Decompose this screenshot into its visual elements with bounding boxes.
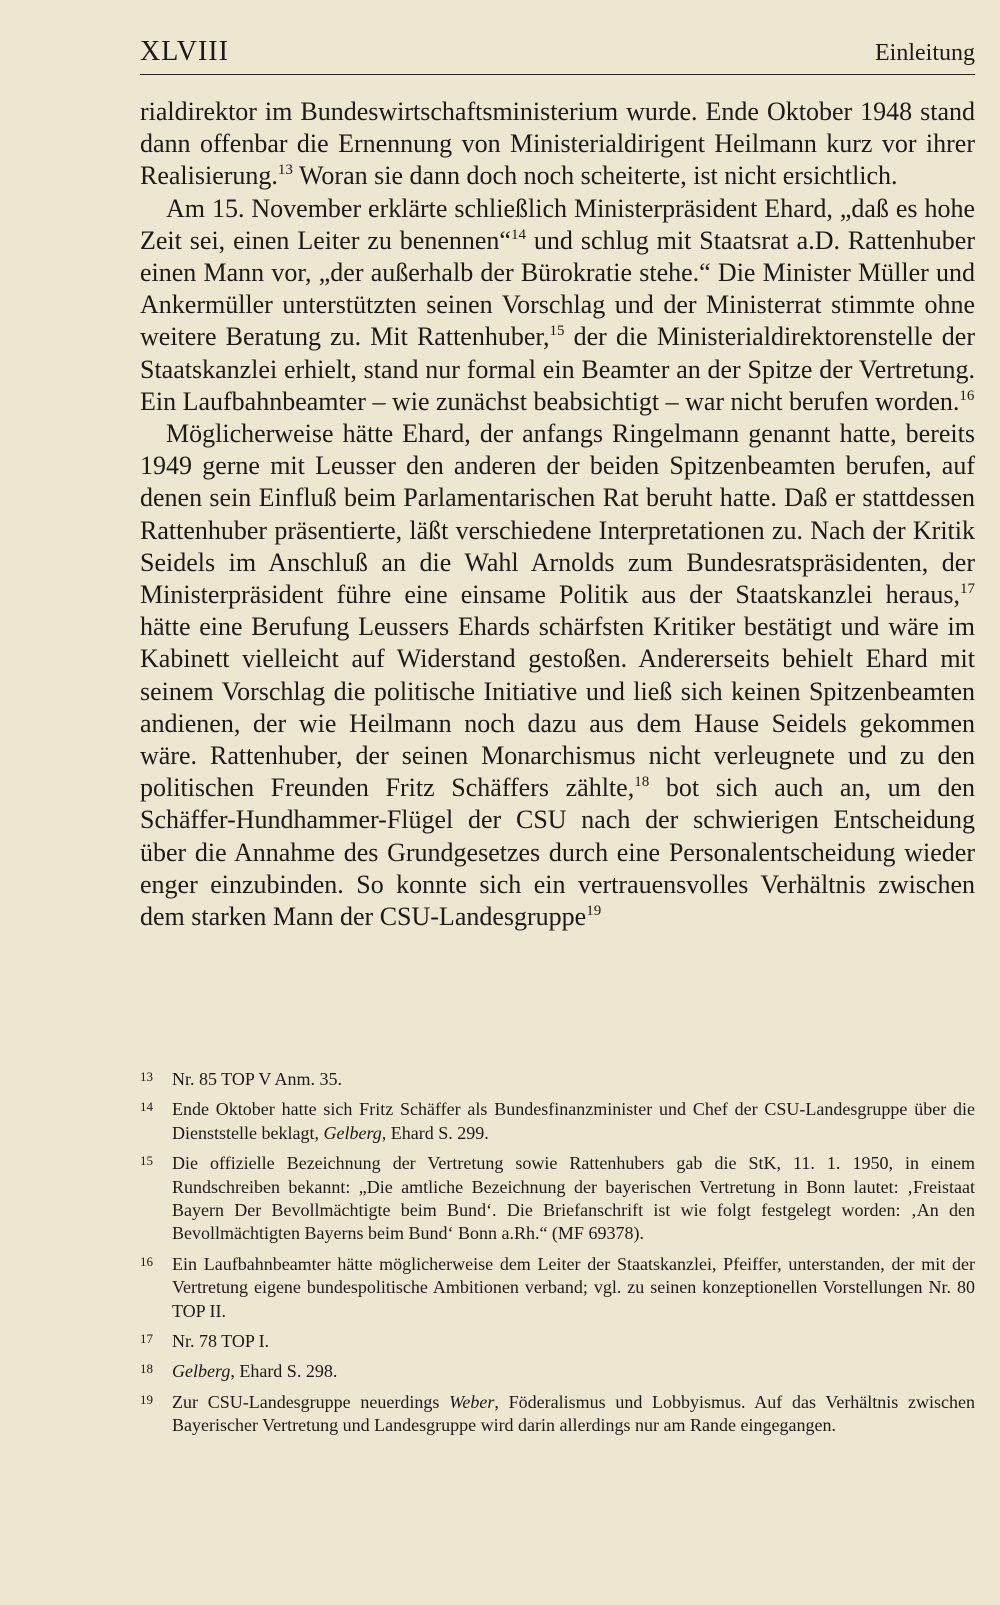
section-title: Einleitung <box>875 40 975 66</box>
footnote-text: Die offizielle Bezeichnung der Vertretung sowie Rattenhubers gab die StK, 11. 1. 1950, in einem Rundschreiben bekannt: „Die amtliche Bezeichnung der bayerischen Vertretung in Bonn lautet: ‚Freistaat Bayern Der Bevollmächtigte beim Bund‘. Die Briefanschrift ist wie folgt festgelegt worden: ‚An den Bevollmächtigten Bayerns beim Bund‘ Bonn a.Rh.“ (MF 69378). <box>172 1153 975 1244</box>
footnote-number: 17 <box>140 1331 153 1347</box>
main-text <box>140 96 975 933</box>
footnote-15 <box>140 1152 975 1246</box>
footnotes <box>140 1068 975 1445</box>
footnote-13 <box>140 1068 975 1091</box>
footnote-ref-15[interactable]: 15 <box>549 323 565 340</box>
footnote-number: 14 <box>140 1099 153 1115</box>
footnote-18: 18 Gelberg, Ehard S. 298. <box>140 1360 975 1383</box>
footnote-16 <box>140 1253 975 1323</box>
footnote-text: Ein Laufbahnbeamter hätte möglicherweise dem Leiter der Staatskanzlei, Pfeiffer, unterstanden, der mit der Vertretung eigene bundespolitische Ambitionen verband; vgl. zu seinen konzeptionellen Vorstellungen Nr. 80 TOP II. <box>172 1253 975 1321</box>
footnote-ref-17[interactable]: 17 <box>960 581 975 598</box>
footnote-ref-13[interactable]: 13 <box>277 162 293 179</box>
footnote-ref-14[interactable]: 14 <box>510 226 526 243</box>
running-header <box>140 36 975 72</box>
footnote-19: 19 Zur CSU-Landesgruppe neuerdings Weber, Föderalismus und Lobbyismus. Auf das Verhältnis zwischen Bayerischer Vertretung und Landesgruppe wird darin allerdings nur am Rande eingegangen. <box>140 1391 975 1438</box>
footnote-number: 15 <box>140 1153 153 1169</box>
footnote-number: 13 <box>140 1069 153 1084</box>
footnote-number: 19 <box>140 1391 153 1407</box>
footnote-text: Nr. 78 TOP I. <box>172 1331 270 1352</box>
page-number: XLVIII <box>140 36 229 67</box>
paragraph-3: Möglicherweise hätte Ehard, der anfangs Ringelmann genannt hatte, bereits 1949 gerne mit Leusser den anderen der beiden Spitzenbeamten berufen, auf denen sein Einfluß beim Parlamentarischen Rat beruht hatte. Daß er stattdessen Rattenhuber präsentierte, läßt verschiedene Interpretationen zu. Nach der Kritik Seidels im Anschluß an die Wahl Arnolds zum Bundesratspräsidenten, der Ministerpräsident führe eine einsame Politik aus der Staatskanzlei heraus,$^{17}$ hätte eine Berufung Leussers Ehards schärfsten Kritiker bestätigt und wäre im Kabinett vielleicht auf Widerstand gestoßen. Andererseits behielt Ehard mit seinem Vorschlag die politische Initiative und ließ sich keinen Spitzenbeamten andienen, der wie Heilmann noch dazu aus dem Hause Seidels gekommen wäre. Rattenhuber, der seinen Monarchismus nicht verleugnete und zu den politischen Freunden Fritz Schäffers zählte,$^{18}$ bot sich auch an, um den Schäffer-Hundhammer-Flügel der CSU nach der schwierigen Entscheidung über die Annahme des Grundgesetzes durch eine Personalentscheidung wieder enger einzubinden. So konnte sich ein vertrauensvolles Verhältnis zwischen dem starken Mann der CSU-Landesgruppe$^{19}$ <box>140 419 975 932</box>
paragraph-1: rialdirektor im Bundeswirtschaftsministerium wurde. Ende Oktober 1948 stand dann offenbar die Ernennung von Ministerialdirigent Heilmann kurz vor ihrer Realisierung.$^{13}$ Woran sie dann doch noch scheiterte, ist nicht ersichtlich. <box>140 97 975 191</box>
footnote-number: 16 <box>140 1253 153 1269</box>
paragraph-2: Am 15. November erklärte schließlich Ministerpräsident Ehard, „daß es hohe Zeit sei, einen Leiter zu benennen“$^{14}$ und schlug mit Staatsrat a.D. Rattenhuber einen Mann vor, „der außerhalb der Bürokratie stehe.“ Die Minister Müller und Ankermüller unterstützten seinen Vorschlag und der Ministerrat stimmte ohne weitere Beratung zu. Mit Rattenhuber,$^{15}$ der die Ministerialdirektorenstelle der Staatskanzlei erhielt, stand nur formal ein Beamter an der Spitze der Vertretung. Ein Laufbahnbeamter – wie zunächst beabsichtigt – war nicht berufen worden.$^{16}$ <box>140 193 975 416</box>
footnote-14: 14 Ende Oktober hatte sich Fritz Schäffer als Bundesfinanzminister und Chef der CSU-Landesgruppe über die Dienststelle beklagt, Gelberg, Ehard S. 299. <box>140 1098 975 1145</box>
footnote-ref-16[interactable]: 16 <box>959 387 975 404</box>
footnote-17 <box>140 1330 975 1353</box>
footnote-ref-19[interactable]: 19 <box>586 903 602 920</box>
footnote-text: Nr. 85 TOP V Anm. 35. <box>172 1069 343 1089</box>
footnote-ref-18[interactable]: 18 <box>634 774 650 791</box>
footnote-number: 18 <box>140 1361 153 1377</box>
header-rule <box>140 74 975 75</box>
